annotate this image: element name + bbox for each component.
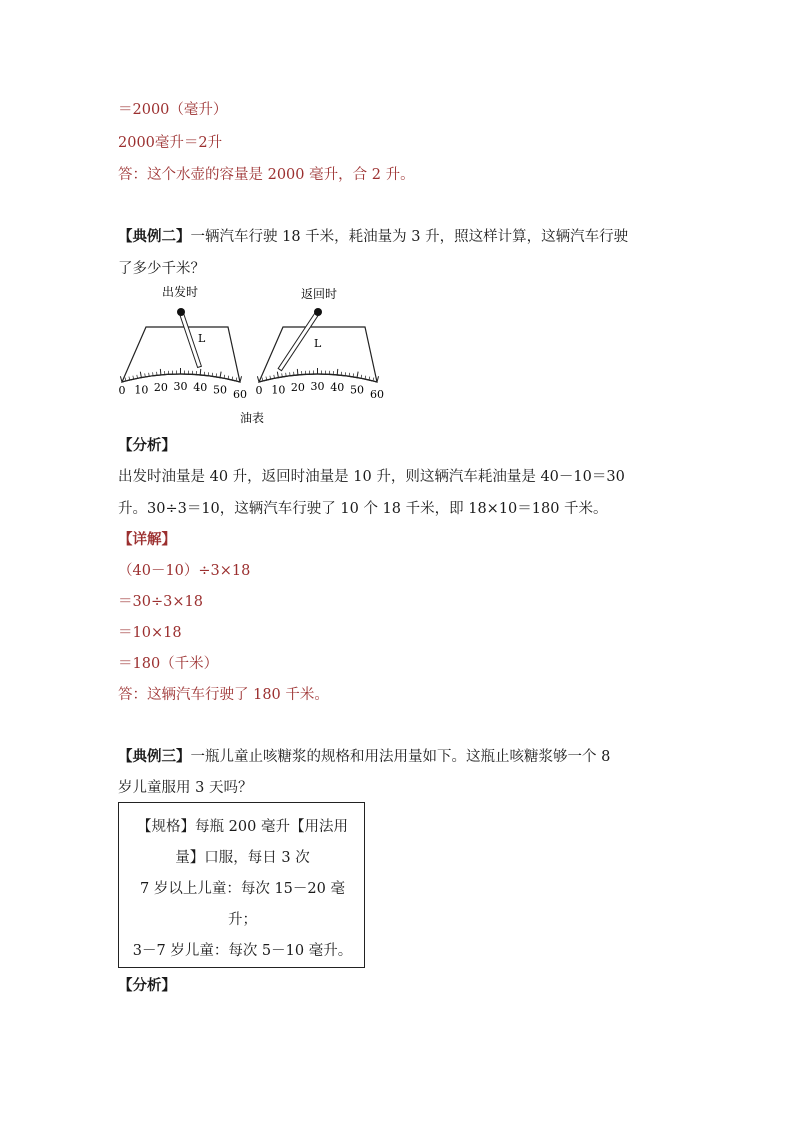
right-tick-mark [270, 376, 271, 379]
step-line-3: ＝10×18 [118, 625, 182, 641]
left-tick-label: 20 [153, 380, 168, 394]
right-tick-mark [377, 376, 379, 382]
right-tick-mark [257, 376, 259, 382]
right-tick-label: 20 [290, 380, 305, 394]
example3-analysis-heading: 【分析】 [118, 977, 176, 994]
box-line-5: 3－7 岁儿童：每次 5－10 毫升。 [132, 943, 353, 959]
left-tick-mark [200, 369, 201, 375]
right-tick-mark [337, 369, 338, 375]
right-tick-mark [262, 378, 263, 381]
left-tick-mark [160, 369, 161, 375]
example2-question-line-1 [118, 227, 628, 247]
right-tick-mark [365, 376, 366, 379]
gauge-right-title: 返回时 [300, 287, 338, 301]
example2-answer-num: 180 [253, 687, 281, 703]
right-tick-mark [361, 375, 362, 378]
example3-question-line-2: 岁儿童服用 3 天吗？ [118, 780, 253, 796]
left-tick-mark [125, 378, 126, 381]
example2-analysis-line-2: 升。30÷3＝10，这辆汽车行驶了 10 个 18 千米，即 18×10＝180 千米。 [118, 501, 608, 517]
step-line-4: ＝180（千米） [118, 656, 219, 672]
answer-prefix: 答：这个水壶的容量是 [118, 167, 263, 183]
right-tick-mark [274, 375, 275, 378]
left-tick-mark [240, 376, 242, 382]
left-tick-label: 30 [173, 380, 188, 393]
answer-line-1 [118, 165, 415, 185]
left-tick-mark [236, 378, 237, 381]
gauge-left [119, 284, 248, 401]
left-tick-label: 60 [233, 388, 247, 401]
right-tick-label: 60 [370, 388, 384, 401]
fuel-gauges-figure [110, 282, 400, 430]
left-tick-mark [228, 376, 229, 379]
convert-line: 2000毫升＝2升 [118, 135, 223, 151]
right-tick-label: 50 [350, 383, 365, 397]
example2-analysis-line-1: 出发时油量是 40 升，返回时油量是 10 升，则这辆汽车耗油量是 40－10＝30 [118, 469, 625, 485]
example3-question-line-1 [118, 747, 610, 767]
right-tick-label: 0 [255, 384, 263, 397]
example2-answer-line [118, 685, 329, 705]
box-line-4: 升； [228, 912, 257, 928]
left-tick-label: 50 [213, 383, 228, 397]
right-tick-mark [369, 377, 370, 380]
gauge-right-tick-labels [256, 380, 385, 401]
left-tick-mark [232, 377, 233, 380]
example2-question-text-1: 一辆汽车行驶 18 千米，耗油量为 3 升，照这样计算，这辆汽车行驶 [190, 229, 629, 245]
example2-answer-suffix: 千米。 [285, 687, 329, 703]
right-tick-mark [373, 378, 374, 381]
answer-num-1: 2000 [267, 167, 305, 183]
box-line-3: 7 岁以上儿童：每次 15－20 毫 [140, 881, 345, 897]
left-tick-mark [129, 377, 130, 380]
example3-tag: 【典例三】 [118, 748, 191, 765]
gauge-left-tick-labels [119, 380, 248, 401]
gauge-right-letter: L [314, 337, 322, 350]
right-tick-mark [297, 369, 298, 375]
gauge-caption: 油表 [239, 411, 265, 425]
gauge-left-title: 出发时 [161, 285, 199, 299]
step-line-2: ＝30÷3×18 [118, 594, 203, 610]
gauge-left-letter: L [198, 332, 206, 345]
calc-line: ＝2000（毫升） [118, 102, 228, 118]
right-tick-label: 30 [310, 380, 325, 393]
example2-tag: 【典例二】 [118, 228, 191, 245]
example2-question-line-2: 了多少千米？ [118, 261, 205, 277]
right-tick-label: 40 [330, 380, 345, 394]
example2-analysis-heading: 【分析】 [118, 437, 176, 454]
example2-answer-prefix: 答：这辆汽车行驶了 [118, 687, 249, 703]
right-tick-mark [266, 377, 267, 380]
right-tick-mark [357, 372, 358, 378]
left-tick-mark [140, 372, 141, 378]
example3-question-text-1: 一瓶儿童止咳糖浆的规格和用法用量如下。这瓶止咳糖浆够一个 8 [190, 749, 611, 765]
box-line-1: 【规格】每瓶 200 毫升【用法用 [137, 819, 348, 835]
medicine-info-box [118, 802, 365, 968]
answer-mid: 毫升，合 [309, 167, 368, 183]
left-tick-label: 10 [134, 383, 149, 397]
answer-suffix: 升。 [385, 167, 415, 183]
left-tick-mark [133, 376, 134, 379]
box-line-2: 量】口服，每日 3 次 [175, 850, 310, 866]
left-tick-mark [220, 372, 221, 378]
left-tick-mark [137, 375, 138, 378]
step-line-1: （40－10）÷3×18 [118, 563, 251, 579]
left-tick-mark [120, 376, 122, 382]
answer-num-2: 2 [371, 167, 381, 183]
right-tick-label: 10 [271, 383, 286, 397]
example2-detail-heading: 【详解】 [118, 531, 176, 548]
left-tick-label: 0 [118, 384, 126, 397]
right-tick-mark [277, 372, 278, 378]
right-needle-pivot [314, 308, 322, 316]
left-tick-label: 40 [193, 380, 208, 394]
left-needle-pivot [177, 308, 185, 316]
left-tick-mark [224, 375, 225, 378]
gauge-right [256, 286, 385, 401]
